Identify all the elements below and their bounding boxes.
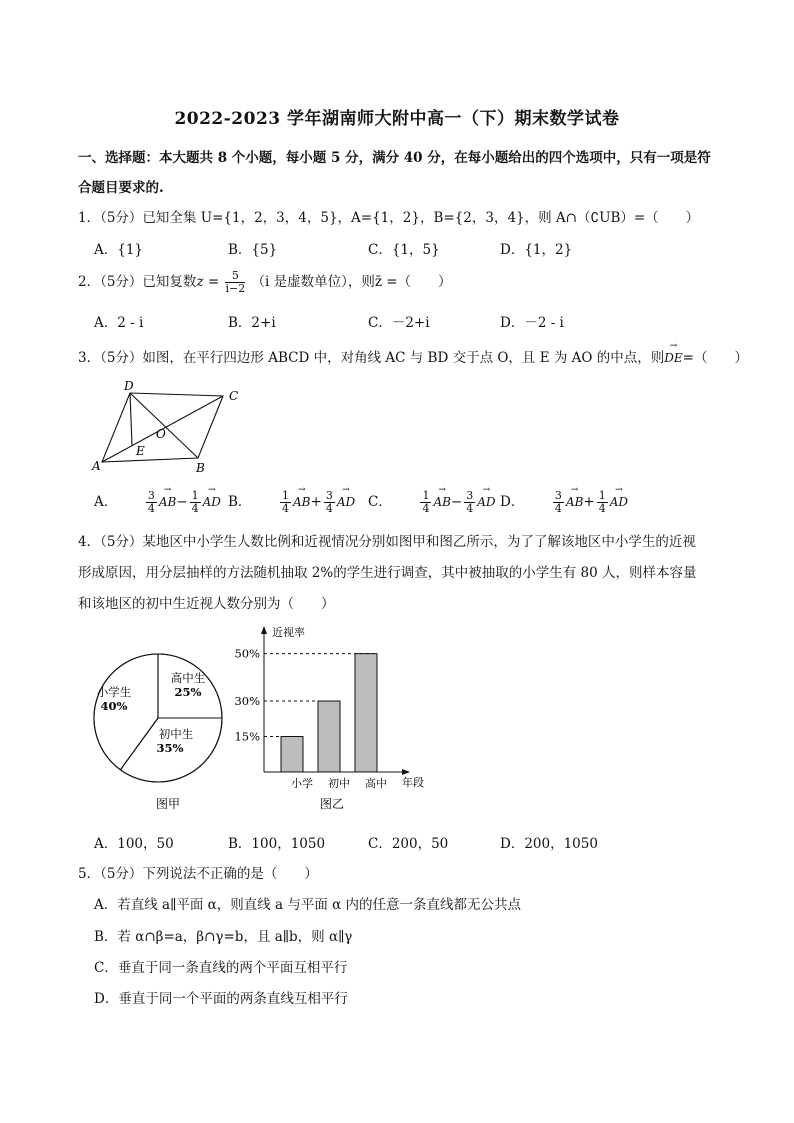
page-title: 2022-2023 学年湖南师大附中高一（下）期末数学试卷 — [174, 109, 620, 129]
q4-stem-line2: 形成原因，用分层抽样的方法随机抽取 2%的学生进行调查，其中被抽取的小学生有 80 人，则样本容量 — [78, 565, 697, 581]
label-c: C — [229, 389, 239, 403]
q2-den: i−2 — [225, 282, 246, 295]
q3-c-c1d: 4 — [422, 502, 430, 515]
q3-a-frac1 — [146, 490, 157, 515]
q3-b-frac1 — [280, 490, 291, 515]
q3-option-c — [368, 490, 496, 515]
q3-c-c1n: 1 — [422, 489, 430, 502]
q3-b-frac2 — [324, 490, 335, 515]
q2-option-d: D．－2 - i — [500, 315, 564, 331]
q3-stem — [78, 346, 748, 366]
y-axis-arrow-icon — [261, 626, 267, 634]
q3-d-frac1 — [553, 490, 564, 515]
q3-d-v2: → AD — [610, 495, 628, 509]
q1-option-c: C．{1，5} — [368, 242, 440, 258]
q3-b-c2n: 3 — [325, 489, 333, 502]
q2-num: 5 — [225, 270, 245, 283]
q5-stem: 5．（5分）下列说法不正确的是（ ） — [78, 866, 318, 882]
pie-chart — [80, 630, 240, 820]
label-o: O — [156, 427, 166, 441]
q3-option-a — [94, 490, 221, 515]
pie-label-junior: 初中生 — [158, 727, 194, 741]
q3-c-c2d: 4 — [466, 502, 474, 515]
q3-a-v1: → AB — [159, 495, 176, 509]
q3-d-c2d: 4 — [598, 502, 606, 515]
q3-option-b — [228, 490, 355, 515]
q1-option-a: A．{1} — [94, 242, 144, 258]
q2-z: z = — [196, 274, 220, 290]
q1-option-b: B．{5} — [228, 242, 278, 258]
q4-option-b: B．100，1050 — [228, 836, 326, 852]
q5-option-b: B．若 α∩β=a，β∩γ=b，且 a∥b，则 α∥γ — [94, 929, 353, 945]
label-b: B — [196, 461, 205, 475]
q3-option-d — [500, 490, 628, 515]
label-a: A — [92, 459, 101, 473]
q4-stem-line1: 4．（5分）某地区中小学生人数比例和近视情况分别如图甲和图乙所示，为了了解该地区中小学生的近视 — [78, 534, 696, 550]
q2-suffix: （i 是虚数单位），则 — [251, 274, 375, 290]
pie-value-high-school: 25% — [174, 685, 202, 699]
x-tick-label-1: 初中 — [328, 777, 350, 790]
q2-fraction — [225, 270, 245, 295]
y-tick-label-2: 50% — [234, 646, 260, 661]
bar-2 — [355, 654, 377, 772]
bar-1 — [318, 701, 340, 772]
q5-option-d: D．垂直于同一个平面的两条直线互相平行 — [94, 991, 348, 1007]
q3-c-frac2 — [464, 490, 475, 515]
section-heading-line1: 一、选择题：本大题共 8 个小题，每小题 5 分，满分 40 分，在每小题给出的四个选项中，只有一项是符 — [78, 150, 711, 166]
q3-b-c1n: 1 — [282, 489, 290, 502]
q2-prefix: 2．（5分）已知复数 — [78, 274, 197, 290]
q2-stem — [78, 270, 452, 295]
q3-b-v2: → AD — [337, 495, 355, 509]
q4-option-d: D．200，1050 — [500, 836, 598, 852]
q2-option-b: B．2+i — [228, 315, 276, 331]
q3-a-v2: → AD — [203, 495, 221, 509]
q3-b-v1: → AB — [293, 495, 310, 509]
q3-option-b-letter: B． — [228, 494, 252, 510]
y-axis-label: 近视率 — [272, 626, 305, 639]
q4-option-a: A．100，50 — [94, 836, 174, 852]
pie-label-primary: 小学生 — [96, 685, 132, 699]
q1-stem: 1．（5分）已知全集 U={1，2，3，4，5}，A={1，2}，B={2，3，4}，则 A∩（∁UB）=（ ） — [78, 210, 700, 226]
q3-a-op: − — [176, 494, 188, 510]
q4-option-c: C．200，50 — [368, 836, 449, 852]
q3-a-frac2 — [190, 490, 201, 515]
q3-c-c2n: 3 — [466, 489, 474, 502]
q3-option-c-letter: C． — [368, 494, 392, 510]
pie-caption: 图甲 — [155, 797, 181, 811]
y-tick-label-1: 30% — [234, 694, 260, 708]
label-d: D — [124, 379, 134, 393]
q3-a-c2n: 1 — [191, 489, 199, 502]
q2-option-a: A．2 - i — [94, 315, 144, 331]
q3-d-v1: → AB — [566, 495, 583, 509]
x-axis-arrow-icon — [402, 769, 410, 775]
section-heading-line2: 合题目要求的. — [78, 180, 164, 196]
q2-option-c: C．－2+i — [368, 315, 430, 331]
q3-d-c1n: 3 — [554, 489, 562, 502]
q3-a-c1d: 4 — [147, 502, 155, 515]
bar-chart — [226, 620, 436, 820]
x-tick-label-0: 小学 — [291, 777, 313, 790]
q2-zbar: z̄ =（ ） — [374, 274, 452, 290]
pie-value-primary: 40% — [100, 699, 128, 713]
x-axis-label: 年段 — [402, 776, 424, 789]
q3-vector-de: → DE — [664, 351, 682, 365]
pie-value-junior: 35% — [156, 741, 184, 755]
q3-c-frac1 — [420, 490, 431, 515]
q3-option-a-letter: A． — [94, 494, 118, 510]
q3-d-c1d: 4 — [554, 502, 562, 515]
q3-stem-tail: =（ ） — [682, 350, 748, 366]
q3-d-c2n: 1 — [598, 489, 606, 502]
q3-a-c2d: 4 — [191, 502, 199, 515]
q3-a-c1n: 3 — [147, 489, 155, 502]
pie-label-high-school: 高中生 — [170, 671, 206, 685]
bar-0 — [281, 737, 303, 773]
label-e: E — [136, 444, 145, 458]
q5-option-a: A．若直线 a∥平面 α，则直线 a 与平面 α 内的任意一条直线都无公共点 — [94, 897, 522, 913]
q3-d-op: + — [583, 494, 595, 510]
q3-c-op: − — [450, 494, 463, 510]
q3-b-c1d: 4 — [282, 502, 290, 515]
q3-b-c2d: 4 — [325, 502, 333, 515]
q3-option-d-letter: D． — [500, 494, 525, 510]
bar-caption: 图乙 — [319, 797, 345, 811]
q3-d-frac2 — [597, 490, 608, 515]
q3-c-v1: → AB — [433, 495, 450, 509]
q3-c-v2: → AD — [477, 495, 495, 509]
q4-stem-line3: 和该地区的初中生近视人数分别为（ ） — [78, 596, 335, 612]
q3-stem-text: 3．（5分）如图，在平行四边形 ABCD 中，对角线 AC 与 BD 交于点 O，且 E 为 AO 的中点，则 — [78, 350, 665, 366]
q5-option-c: C．垂直于同一条直线的两个平面互相平行 — [94, 960, 348, 976]
x-tick-label-2: 高中 — [365, 777, 387, 790]
q3-b-op: + — [310, 494, 322, 510]
parallelogram-figure — [88, 378, 258, 478]
q1-option-d: D．{1，2} — [500, 242, 573, 258]
y-tick-label-0: 15% — [234, 729, 260, 744]
